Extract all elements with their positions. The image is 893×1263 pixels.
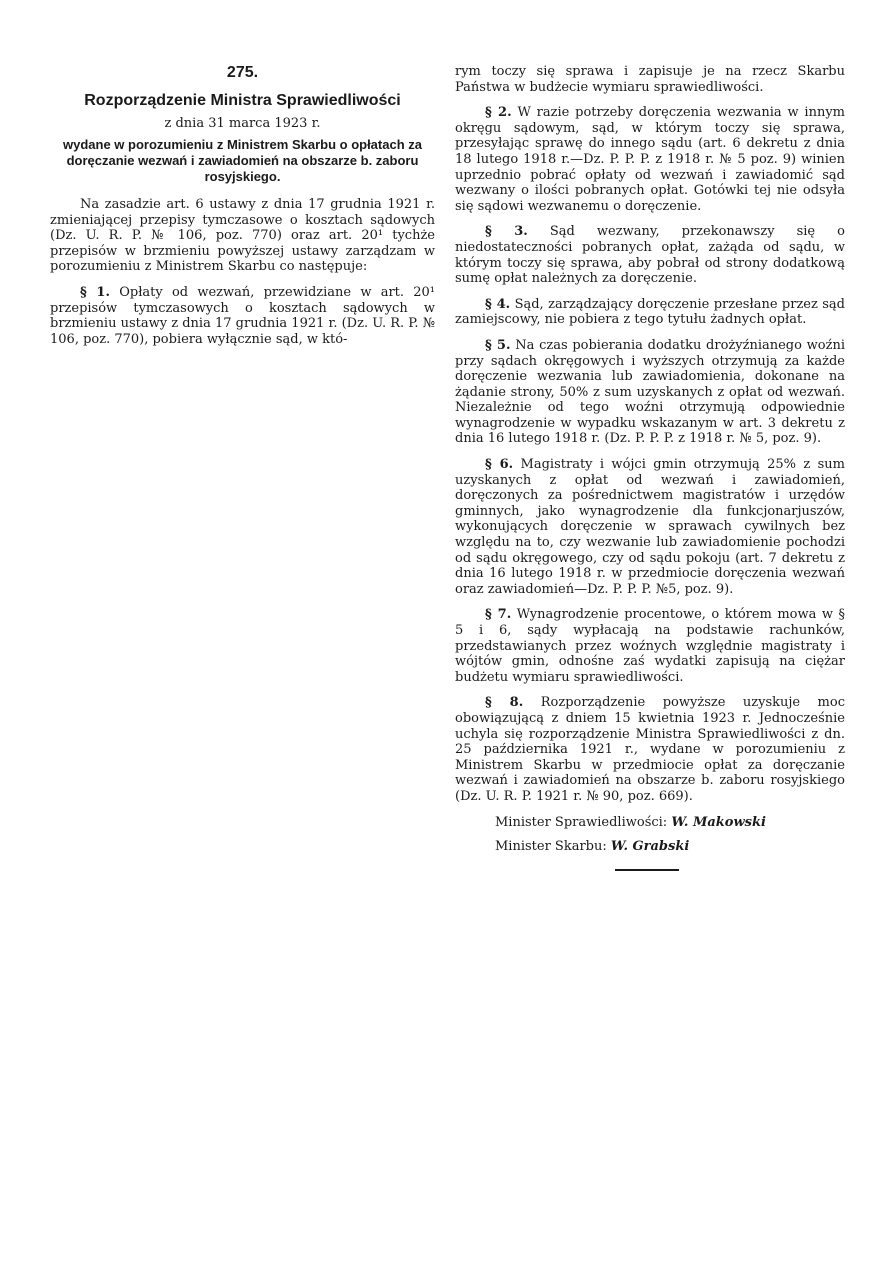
end-rule	[615, 869, 679, 871]
section-2	[455, 105, 845, 214]
section-text: W razie potrzeby doręczenia wezwania w innym okręgu sądowym, sąd, w którym toczy się sprawa, przesyłając sprawę do innego sądu (art. 6 dekretu z dnia 18 lutego 1918 r.—Dz. P. P. P. z 1918 r. № 5 poz. 9) winien uprzednio pobrać opłaty od wezwań i zawiadomić sąd wezwany o ilości pobranych opłat. Gotówki tej nie odsyła się sądowi wezwanemu o doręczenie.	[455, 105, 845, 214]
section-label: § 3.	[485, 224, 528, 240]
section-label: § 4.	[485, 296, 511, 312]
signature-treasury-minister	[495, 839, 845, 855]
section-6	[455, 457, 845, 597]
section-5	[455, 338, 845, 447]
section-label: § 6.	[485, 457, 514, 473]
section-7	[455, 607, 845, 685]
section-text: Opłaty od wezwań, przewidziane w art. 20¹ przepisów tymczasowych o kosztach sądowych w brzmieniu ustawy z dnia 17 grudnia 1921 r. (Dz. U. R. P. № 106, poz. 770), pobiera wyłącznie sąd, w któ-	[50, 284, 435, 347]
section-text: Rozporządzenie powyższe uzyskuje moc obowiązującą z dniem 15 kwietnia 1923 r. Jednocześnie uchyla się rozporządzenie Ministra Sprawiedliwości z dn. 25 października 1921 r., wydane w porozumieniu z Ministrem Skarbu w przedmiocie opłat za doręczanie wezwań i zawiadomień na obszarze b. zaboru rosyjskiego (Dz. U. R. P. 1921 r. № 90, poz. 669).	[455, 695, 845, 804]
section-label: § 1.	[80, 284, 110, 300]
section-label: § 2.	[485, 105, 512, 121]
section-label: § 7.	[485, 607, 512, 623]
section-text: Na czas pobierania dodatku drożyźnianego woźni przy sądach okręgowych i wyższych otrzymują za każde doręczenie wezwania lub zawiadomienia, dokonane na żądanie strony, 50% z sum uzyskanych z opłat od wezwań. Niezależnie od tego woźni otrzymują odpowiednie wynagrodzenie w wypadku wskazanym w art. 3 dekretu z dnia 16 lutego 1918 r. (Dz. P. P. P. z 1918 r. № 5, poz. 9).	[455, 337, 845, 447]
section-text: Sąd wezwany, przekonawszy się o niedostateczności pobranych opłat, zażąda od sądu, w którym toczy się sprawa, aby pobrał od strony dodatkową sumę opłat należnych za doręczenie.	[455, 224, 845, 287]
signature-name: W. Grabski	[610, 838, 690, 854]
section-8	[455, 695, 845, 804]
act-number: 275.	[226, 64, 259, 81]
section-text: Wynagrodzenie procentowe, o którem mowa w § 5 i 6, sądy wypłacają na podstawie rachunków, przedstawianych przez woźnych względnie magistraty i wójtów gmin, odnośne zaś wydatki zapisują na ciężar budżetu wymiaru sprawiedliwości.	[455, 607, 845, 685]
signature-justice-minister	[495, 815, 845, 831]
section-1-continued: rym toczy się sprawa i zapisuje je na rzecz Skarbu Państwa w budżecie wymiaru sprawiedliwości.	[455, 64, 845, 95]
act-subtitle: wydane w porozumieniu z Ministrem Skarbu o opłatach za doręczanie wezwań i zawiadomień na obszarze b. zaboru rosyjskiego.	[62, 137, 422, 184]
section-text: Magistraty i wójci gmin otrzymują 25% z sum uzyskanych z opłat od wezwań i zawiadomień, doręczonych za pośrednictwem magistratów i urzędów gminnych, jako wynagrodzenie dla funkcjonarjuszów, wykonujących doręczenie w sprawach cywilnych bez względu na to, czy wezwanie lub zawiadomienie pochodzi od sądu okręgowego, czy od sądu pokoju (art. 7 dekretu z dnia 16 lutego 1918 r. w przedmiocie doręczenia wezwań oraz zawiadomień—Dz. P. P. P. №5, poz. 9).	[455, 457, 845, 597]
section-label: § 5.	[485, 337, 511, 353]
signature-role: Minister Skarbu:	[495, 838, 607, 854]
left-column	[50, 64, 435, 357]
section-4	[455, 297, 845, 328]
preamble: Na zasadzie art. 6 ustawy z dnia 17 grudnia 1921 r. zmieniającej przepisy tymczasowe o kosztach sądowych (Dz. U. R. P. № 106, poz. 770) oraz art. 20¹ tychże przepisów w brzmieniu powyższej ustawy zarządzam w porozumieniu z Ministrem Skarbu co następuje:	[50, 197, 435, 275]
section-3	[455, 224, 845, 286]
section-text: Sąd, zarządzający doręczenie przesłane przez sąd zamiejscowy, nie pobiera z tego tytułu żadnych opłat.	[455, 296, 845, 328]
section-label: § 8.	[485, 695, 524, 711]
act-date: z dnia 31 marca 1923 r.	[164, 116, 321, 131]
right-column	[455, 64, 845, 871]
signature-role: Minister Sprawiedliwości:	[495, 814, 668, 830]
section-1	[50, 285, 435, 347]
act-title: Rozporządzenie Ministra Sprawiedliwości	[84, 92, 401, 109]
signature-name: W. Makowski	[671, 814, 766, 830]
